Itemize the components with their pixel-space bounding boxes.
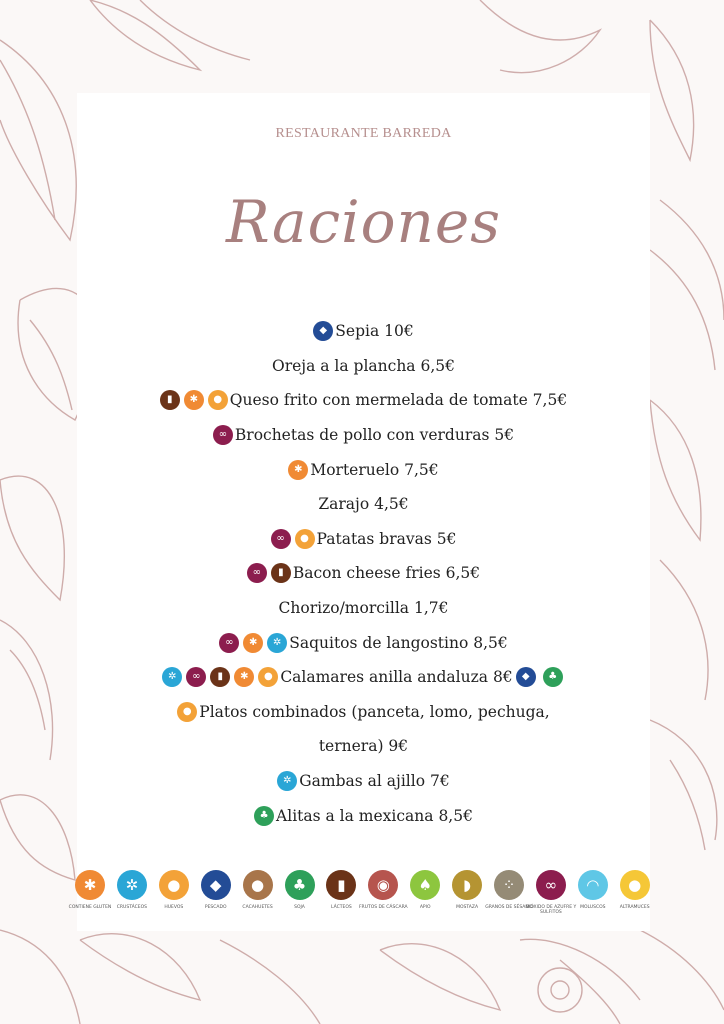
- crab-icon: ✲: [277, 771, 297, 791]
- sulfites-icon: ∞: [213, 425, 233, 445]
- wheat-icon: ✱: [184, 390, 204, 410]
- sulfites-icon: ∞: [271, 529, 291, 549]
- menu-item-label: Chorizo/morcilla 1,7€: [278, 599, 449, 618]
- legend-label: GRANOS DE SÉSAMO: [485, 905, 533, 910]
- menu-item-label: Morteruelo 7,5€: [310, 460, 439, 479]
- legend-item-altramuces: [605, 870, 665, 910]
- legend-label: LÁCTEOS: [331, 905, 352, 910]
- menu-item-label: Calamares anilla andaluza 8€: [280, 668, 513, 687]
- menu-item: [77, 660, 650, 695]
- lupin-icon: ●: [620, 870, 650, 900]
- sulfites-icon: ∞: [247, 563, 267, 583]
- peanut-icon: ●: [243, 870, 273, 900]
- crab-icon: ✲: [162, 667, 182, 687]
- soy-icon: ♣: [254, 806, 274, 826]
- nut-icon: ◉: [368, 870, 398, 900]
- fish-icon: ◆: [516, 667, 536, 687]
- wheat-icon: ✱: [234, 667, 254, 687]
- legend-label: ALTRAMUCES: [619, 905, 650, 910]
- allergen-legend: [0, 870, 724, 930]
- menu-item: [77, 729, 650, 764]
- eggs-icon: ●: [177, 702, 197, 722]
- crab-icon: ✲: [117, 870, 147, 900]
- menu-list: [77, 314, 650, 833]
- soy-icon: ♣: [543, 667, 563, 687]
- eggs-icon: ●: [159, 870, 189, 900]
- menu-item-label: Sepia 10€: [335, 322, 414, 341]
- menu-item: [77, 418, 650, 453]
- legend-label: CONTIENE GLUTEN: [68, 905, 112, 910]
- wheat-icon: ✱: [243, 633, 263, 653]
- menu-item-label: Queso frito con mermelada de tomate 7,5€: [229, 391, 568, 410]
- milk-jug-icon: ▮: [160, 390, 180, 410]
- menu-item-label: Zarajo 4,5€: [318, 495, 409, 514]
- menu-item-label: Alitas a la mexicana 8,5€: [276, 806, 473, 825]
- menu-item: [77, 764, 650, 799]
- menu-item-label: Oreja a la plancha 6,5€: [271, 356, 455, 375]
- legend-label: HUEVOS: [164, 905, 184, 910]
- menu-item: [77, 556, 650, 591]
- legend-label: CRUSTÁCEOS: [116, 905, 147, 910]
- menu-card: [77, 93, 650, 931]
- wheat-icon: ✱: [75, 870, 105, 900]
- menu-item-label: Brochetas de pollo con verduras 5€: [234, 426, 515, 445]
- menu-item: [77, 452, 650, 487]
- sulfites-icon: ∞: [186, 667, 206, 687]
- shell-icon: ◠: [578, 870, 608, 900]
- crab-icon: ✲: [267, 633, 287, 653]
- menu-item: [77, 591, 650, 626]
- page-title: Raciones: [226, 188, 501, 256]
- legend-label: CACAHUETES: [242, 905, 273, 910]
- sulfites-icon: ∞: [219, 633, 239, 653]
- menu-item: [77, 522, 650, 557]
- wheat-icon: ✱: [288, 460, 308, 480]
- legend-label: SOJA: [294, 905, 305, 910]
- menu-item-label: Gambas al ajillo 7€: [299, 772, 450, 791]
- legend-label: MOSTAZA: [456, 905, 479, 910]
- eggs-icon: ●: [208, 390, 228, 410]
- menu-item: [77, 798, 650, 833]
- sesame-icon: ⁘: [494, 870, 524, 900]
- soy-icon: ♣: [285, 870, 315, 900]
- legend-label: DIÓXIDO DE AZUFRE Y SULFITOS: [525, 905, 577, 916]
- eggs-icon: ●: [295, 529, 315, 549]
- legend-label: APIO: [419, 905, 431, 910]
- fish-icon: ◆: [313, 321, 333, 341]
- menu-item-label: Platos combinados (panceta, lomo, pechuga,: [199, 702, 550, 721]
- restaurant-name: RESTAURANTE BARREDA: [275, 126, 452, 141]
- menu-item: [77, 695, 650, 730]
- legend-label: MOLUSCOS: [580, 905, 606, 910]
- menu-item-label: ternera) 9€: [318, 737, 409, 756]
- milk-jug-icon: ▮: [210, 667, 230, 687]
- fish-icon: ◆: [201, 870, 231, 900]
- milk-jug-icon: ▮: [326, 870, 356, 900]
- sulfites-icon: ∞: [536, 870, 566, 900]
- celery-icon: ♠: [410, 870, 440, 900]
- eggs-icon: ●: [258, 667, 278, 687]
- legend-label: PESCADO: [204, 905, 227, 910]
- menu-item: [77, 314, 650, 349]
- menu-item: [77, 383, 650, 418]
- mustard-icon: ◗: [452, 870, 482, 900]
- menu-item: [77, 487, 650, 522]
- menu-item-label: Saquitos de langostino 8,5€: [289, 633, 508, 652]
- legend-label: FRUTOS DE CÁSCARA: [358, 905, 408, 910]
- menu-item: [77, 349, 650, 384]
- menu-item-label: Bacon cheese fries 6,5€: [292, 564, 481, 583]
- menu-item: [77, 625, 650, 660]
- milk-jug-icon: ▮: [271, 563, 291, 583]
- menu-item-label: Patatas bravas 5€: [316, 529, 457, 548]
